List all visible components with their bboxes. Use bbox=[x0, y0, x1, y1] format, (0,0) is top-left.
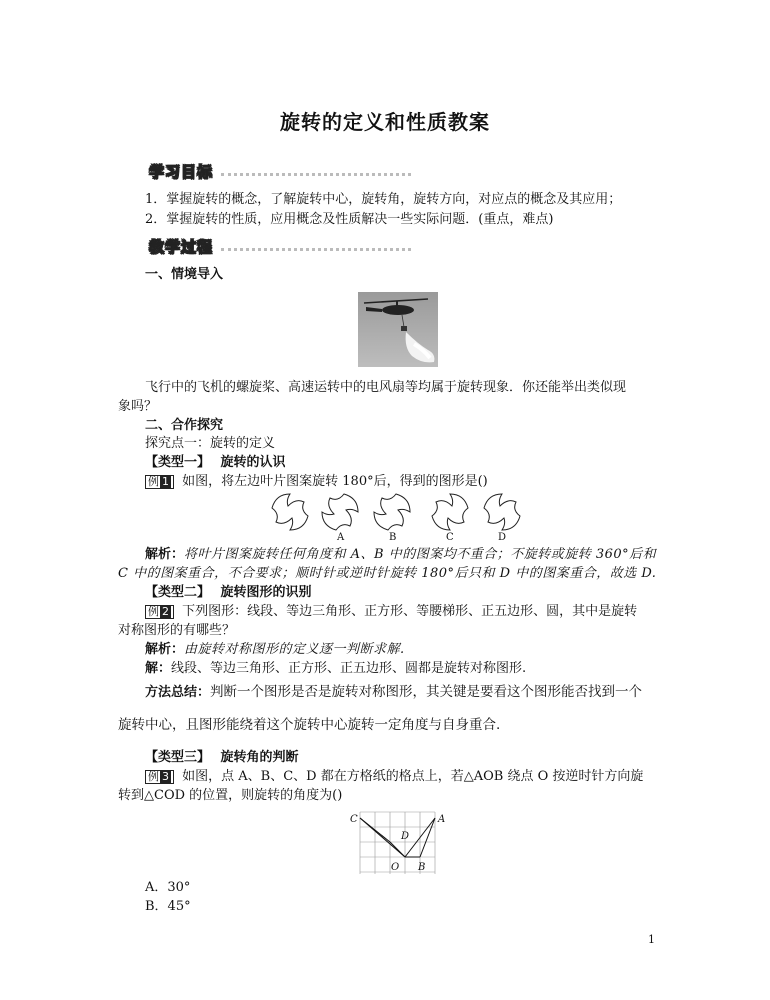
example-2-question-2: 对称图形的有哪些？ bbox=[118, 623, 236, 638]
point-o-label: O bbox=[391, 862, 400, 873]
method-summary-1: 方法总结：判断一个图形是否是旋转对称图形，其关键是要看这个图形能否找到一个 bbox=[145, 684, 643, 700]
banner-dots bbox=[221, 173, 411, 176]
option-d-label: D bbox=[498, 532, 507, 542]
section-banner-process bbox=[143, 235, 411, 257]
leaf-option-d bbox=[484, 494, 520, 530]
leaf-original bbox=[272, 494, 308, 530]
example-1-analysis-1: 解析：将叶片图案旋转任何角度和 A、B 中的图案均不重合；不旋转或旋转 360°后和 bbox=[145, 547, 657, 562]
type-name: 旋转角的判断 bbox=[220, 750, 299, 765]
example-2-answer: 解：线段、等边三角形、正方形、正五边形、圆都是旋转对称图形. bbox=[145, 661, 527, 676]
page-number: 1 bbox=[648, 933, 655, 946]
objective-2: 2．掌握旋转的性质，应用概念及性质解决一些实际问题．(重点，难点) bbox=[145, 212, 554, 227]
helicopter-photo bbox=[358, 292, 438, 367]
point-c-label: C bbox=[350, 814, 358, 825]
question-text: 如图，将左边叶片图案旋转 180°后，得到的图形是() bbox=[182, 474, 488, 489]
type-name: 旋转的认识 bbox=[220, 455, 286, 470]
example-2-analysis: 解析：由旋转对称图形的定义逐一判断求解. bbox=[145, 642, 405, 657]
objective-1: 1．掌握旋转的概念，了解旋转中心，旋转角，旋转方向，对应点的概念及其应用； bbox=[145, 192, 622, 207]
explore-point-1: 探究点一：旋转的定义 bbox=[145, 436, 276, 451]
banner-dots bbox=[221, 248, 411, 251]
type-label: 【类型一】 bbox=[145, 455, 211, 470]
page-title: 旋转的定义和性质教案 bbox=[280, 110, 490, 134]
example-2-question-1 bbox=[145, 602, 637, 621]
type-label: 【类型二】 bbox=[145, 585, 211, 600]
point-a-label: A bbox=[438, 814, 446, 825]
type-label: 【类型三】 bbox=[145, 750, 211, 765]
leaf-option-c bbox=[432, 494, 468, 530]
point-b-label: B bbox=[418, 862, 426, 873]
example-3-question-1 bbox=[145, 767, 643, 786]
grid-figure bbox=[348, 808, 450, 878]
option-b-label: B bbox=[389, 532, 397, 542]
method-summary-2: 旋转中心，且图形能绕着这个旋转中心旋转一定角度与自身重合. bbox=[118, 717, 501, 733]
point-d-label: D bbox=[401, 831, 410, 842]
leaf-option-b bbox=[374, 494, 410, 530]
example-1-analysis-2: C 中的图案重合，不合要求；顺时针或逆时针旋转 180°后只和 D 中的图案重合，故选 D. bbox=[118, 566, 657, 581]
question-text: 下列图形：线段、等边三角形、正方形、等腰梯形、正五边形、圆，其中是旋转 bbox=[182, 604, 638, 619]
example-badge: 例 1 bbox=[145, 475, 174, 489]
part1-text-1: 飞行中的飞机的螺旋桨、高速运转中的电风扇等均属于旋转现象．你还能举出类似现 bbox=[145, 380, 627, 395]
part1-text-2: 象吗？ bbox=[118, 399, 158, 414]
grid-figure-svg bbox=[348, 808, 450, 878]
question-text: 如图，点 A、B、C、D 都在方格纸的格点上，若△AOB 绕点 O 按逆时针方向旋 bbox=[182, 769, 644, 784]
option-c-label: C bbox=[446, 532, 454, 542]
part2-heading: 二、合作探究 bbox=[145, 418, 224, 433]
section-label: 教学过程 bbox=[149, 237, 214, 256]
leaf-figures bbox=[262, 490, 532, 542]
option-a-label: A bbox=[337, 532, 345, 542]
type-name: 旋转图形的识别 bbox=[220, 585, 312, 600]
example-3-option-b: B．45° bbox=[145, 899, 191, 914]
helicopter-image bbox=[358, 292, 438, 367]
type1-heading bbox=[145, 453, 286, 472]
section-banner-objectives bbox=[143, 160, 411, 182]
example-3-option-a: A．30° bbox=[145, 880, 191, 895]
type3-heading bbox=[145, 748, 299, 767]
example-1-question bbox=[145, 472, 488, 491]
example-badge: 例 3 bbox=[145, 770, 174, 784]
section-label: 学习目标 bbox=[149, 162, 214, 181]
leaf-option-a bbox=[322, 494, 358, 530]
example-3-question-2: 转到△COD 的位置，则旋转的角度为() bbox=[118, 788, 343, 803]
type2-heading bbox=[145, 583, 312, 602]
leaf-figures-svg bbox=[262, 490, 532, 542]
part1-heading: 一、情境导入 bbox=[145, 267, 224, 282]
example-badge: 例 2 bbox=[145, 605, 174, 619]
